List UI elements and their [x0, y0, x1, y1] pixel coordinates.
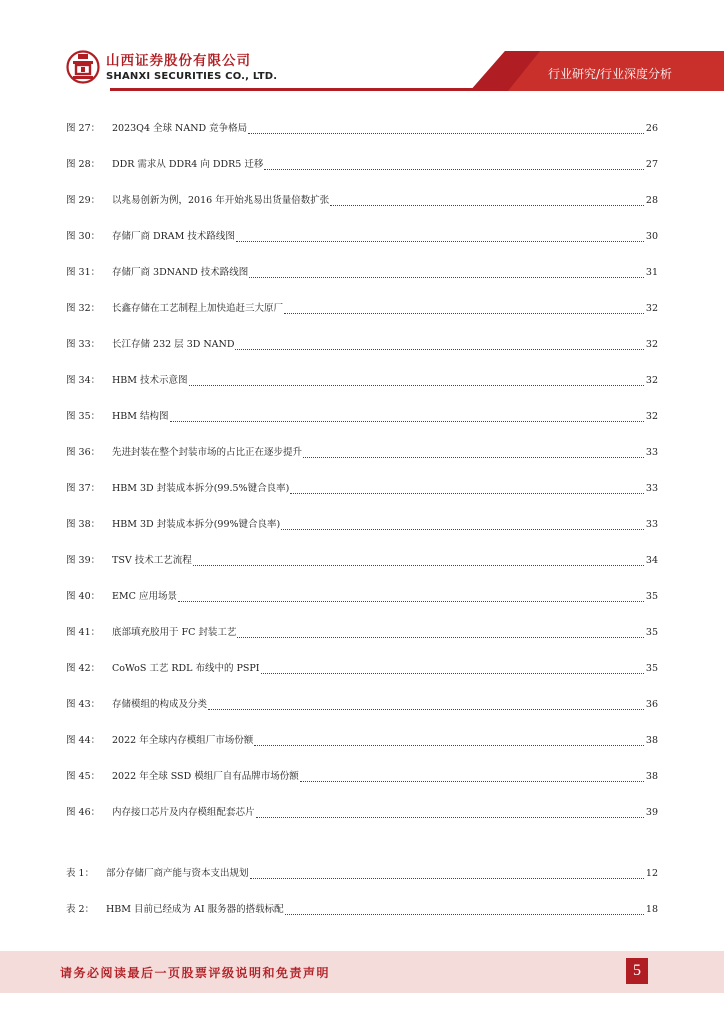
figure-title: DDR 需求从 DDR4 向 DDR5 迁移	[112, 159, 264, 170]
toc-entry-table[interactable]	[66, 902, 658, 918]
toc-entry-figure[interactable]	[66, 409, 658, 425]
dot-leader	[284, 313, 644, 314]
toc-entry-figure[interactable]	[66, 517, 658, 533]
figure-title: 2022 年全球 SSD 模组厂自有品牌市场份额	[112, 771, 299, 782]
dot-leader	[300, 781, 644, 782]
figure-page: 27	[645, 159, 658, 170]
figure-page: 35	[645, 663, 658, 674]
figure-page: 26	[645, 123, 658, 134]
dot-leader	[285, 914, 644, 915]
dot-leader	[170, 421, 644, 422]
figure-title: 长鑫存储在工艺制程上加快追赶三大原厂	[112, 303, 284, 314]
toc-entry-figure[interactable]	[66, 661, 658, 677]
figure-number: 图 45：	[66, 771, 101, 782]
figure-title: HBM 结构图	[112, 411, 169, 422]
figure-title: 2023Q4 全球 NAND 竞争格局	[112, 123, 248, 134]
dot-leader	[178, 601, 644, 602]
figure-number: 图 46：	[66, 807, 101, 818]
toc-entry-figure[interactable]	[66, 445, 658, 461]
dot-leader	[237, 637, 644, 638]
toc-entry-figure[interactable]	[66, 193, 658, 209]
figure-number: 图 43：	[66, 699, 101, 710]
dot-leader	[235, 349, 643, 350]
toc-entry-figure[interactable]	[66, 157, 658, 173]
figure-number: 图 40：	[66, 591, 101, 602]
figure-page: 32	[645, 303, 658, 314]
dot-leader	[193, 565, 644, 566]
figure-title: EMC 应用场景	[112, 591, 177, 602]
dot-leader	[330, 205, 644, 206]
dot-leader	[256, 817, 644, 818]
figure-title: 底部填充胶用于 FC 封装工艺	[112, 627, 237, 638]
figure-title: TSV 技术工艺流程	[112, 555, 192, 566]
toc-entry-figure[interactable]	[66, 301, 658, 317]
toc-entry-figure[interactable]	[66, 553, 658, 569]
dot-leader	[250, 878, 644, 879]
section-label: 行业研究/行业深度分析	[547, 67, 672, 81]
dot-leader	[248, 133, 644, 134]
figure-number: 图 38：	[66, 519, 101, 530]
dot-leader	[236, 241, 644, 242]
figure-title: HBM 3D 封装成本拆分(99%键合良率)	[112, 519, 281, 530]
figure-page: 35	[645, 591, 658, 602]
toc-entry-figure[interactable]	[66, 229, 658, 245]
disclaimer-link[interactable]: 请务必阅读最后一页股票评级说明和免责声明	[60, 966, 331, 980]
figure-page: 34	[645, 555, 658, 566]
toc-entry-figure[interactable]	[66, 121, 658, 137]
toc-entry-table[interactable]	[66, 866, 658, 882]
dot-leader	[208, 709, 644, 710]
toc-entry-figure[interactable]	[66, 337, 658, 353]
dot-leader	[261, 673, 644, 674]
table-page: 12	[645, 868, 658, 879]
figure-number: 图 32：	[66, 303, 101, 314]
figure-title: 长江存储 232 层 3D NAND	[112, 339, 235, 350]
toc-entry-figure[interactable]	[66, 805, 658, 821]
figure-number: 图 44：	[66, 735, 101, 746]
figure-title: 存储模组的构成及分类	[112, 699, 208, 710]
dot-leader	[249, 277, 644, 278]
figure-number: 图 39：	[66, 555, 101, 566]
figure-title: HBM 3D 封装成本拆分(99.5%键合良率)	[112, 483, 290, 494]
table-title: 部分存储厂商产能与资本支出规划	[106, 868, 249, 879]
figure-number: 图 31：	[66, 267, 101, 278]
figure-title: 存储厂商 3DNAND 技术路线图	[112, 267, 249, 278]
figure-page: 30	[645, 231, 658, 242]
figure-page: 33	[645, 519, 658, 530]
figure-number: 图 41：	[66, 627, 101, 638]
company-name-en: SHANXI SECURITIES CO., LTD.	[106, 71, 278, 82]
figure-title: 先进封装在整个封装市场的占比正在逐步提升	[112, 447, 303, 458]
dot-leader	[264, 169, 644, 170]
page-number: 5	[626, 958, 648, 984]
figure-page: 38	[645, 735, 658, 746]
figure-title: 内存接口芯片及内存模组配套芯片	[112, 807, 255, 818]
figure-title: 存储厂商 DRAM 技术路线图	[112, 231, 235, 242]
figure-page: 28	[645, 195, 658, 206]
figure-number: 图 30：	[66, 231, 101, 242]
figure-page: 32	[645, 411, 658, 422]
figure-number: 图 33：	[66, 339, 101, 350]
figure-number: 图 37：	[66, 483, 101, 494]
figure-number: 图 35：	[66, 411, 101, 422]
figure-number: 图 36：	[66, 447, 101, 458]
figure-number: 图 28：	[66, 159, 101, 170]
figure-title: HBM 技术示意图	[112, 375, 188, 386]
figure-page: 32	[645, 375, 658, 386]
figure-title: 以兆易创新为例，2016 年开始兆易出货量倍数扩张	[112, 195, 330, 206]
toc-entry-figure[interactable]	[66, 373, 658, 389]
table-number: 表 2：	[66, 904, 95, 915]
dot-leader	[254, 745, 644, 746]
figure-number: 图 29：	[66, 195, 101, 206]
table-page: 18	[645, 904, 658, 915]
figure-page: 31	[645, 267, 658, 278]
table-title: HBM 目前已经成为 AI 服务器的搭载标配	[106, 904, 284, 915]
figure-page: 39	[645, 807, 658, 818]
toc-entry-figure[interactable]	[66, 589, 658, 605]
figure-page: 33	[645, 483, 658, 494]
figure-page: 35	[645, 627, 658, 638]
toc-entry-figure[interactable]	[66, 265, 658, 281]
table-number: 表 1：	[66, 868, 95, 879]
figure-title: CoWoS 工艺 RDL 布线中的 PSPI	[112, 663, 260, 674]
dot-leader	[281, 529, 644, 530]
dot-leader	[189, 385, 644, 386]
figure-title: 2022 年全球内存模组厂市场份额	[112, 735, 254, 746]
dot-leader	[290, 493, 644, 494]
toc-entry-figure[interactable]	[66, 769, 658, 785]
figure-page: 38	[645, 771, 658, 782]
dot-leader	[303, 457, 644, 458]
figure-page: 36	[645, 699, 658, 710]
company-name-cn: 山西证券股份有限公司	[106, 53, 251, 69]
figure-number: 图 34：	[66, 375, 101, 386]
toc-entry-figure[interactable]	[66, 733, 658, 749]
figure-number: 图 42：	[66, 663, 101, 674]
toc-entry-figure[interactable]	[66, 481, 658, 497]
figure-page: 33	[645, 447, 658, 458]
figure-page: 32	[645, 339, 658, 350]
toc-entry-figure[interactable]	[66, 697, 658, 713]
toc-entry-figure[interactable]	[66, 625, 658, 641]
figure-number: 图 27：	[66, 123, 101, 134]
